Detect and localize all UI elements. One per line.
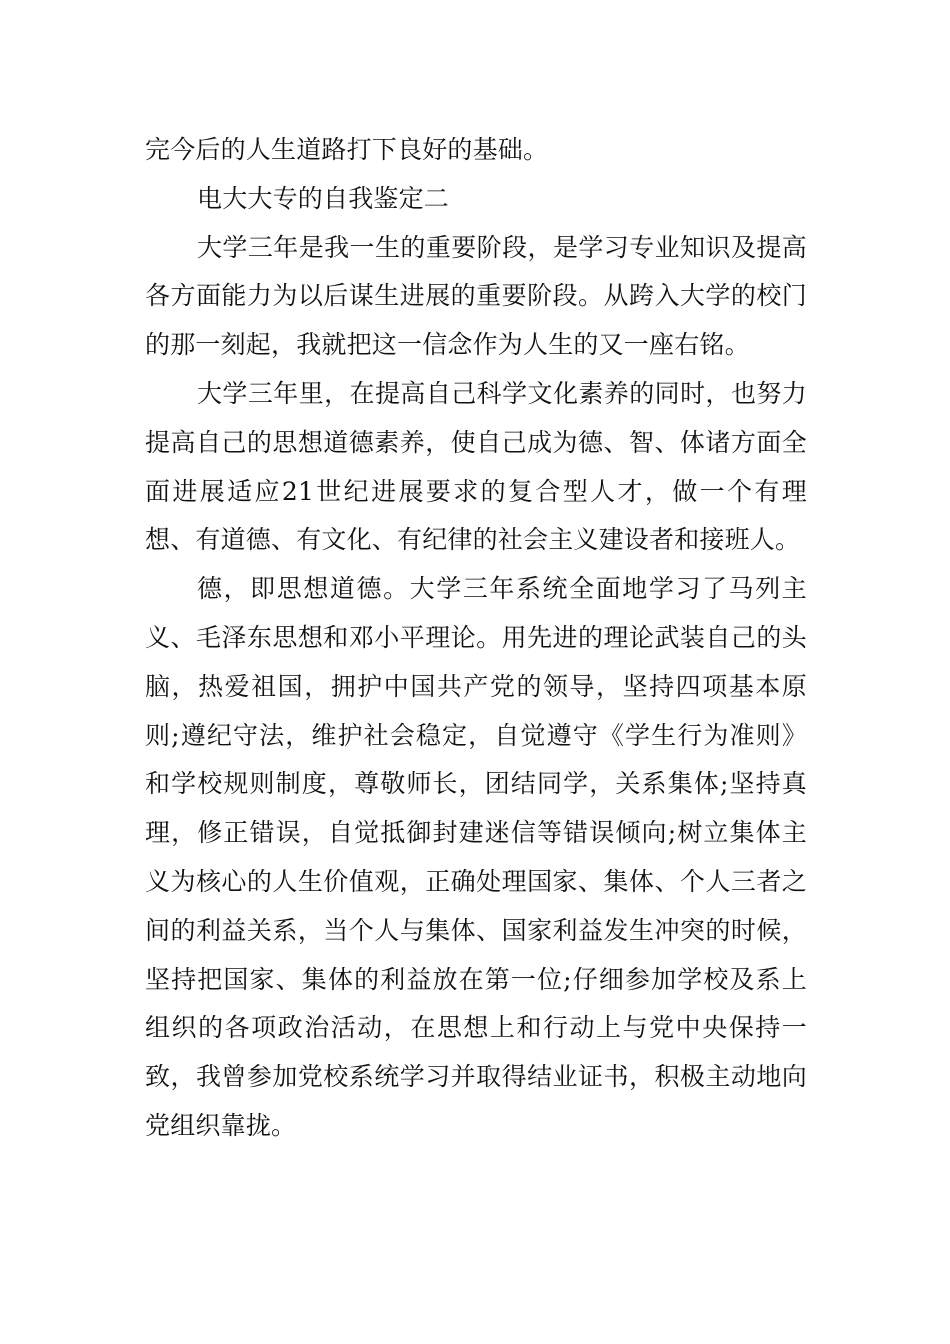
paragraph-moral-character: 德，即思想道德。大学三年系统全面地学习了马列主义、毛泽东思想和邓小平理论。用先进的理论武装自己的头脑，热爱祖国，拥护中国共产党的领导，坚持四项基本原则;遵纪守法，维护社会稳定，自觉遵守《学生行为准则》和学校规则制度，尊敬师长，团结同学，关系集体;坚持真理，修正错误，自觉抵御封建迷信等错误倾向;树立集体主义为核心的人生价值观，正确处理国家、集体、个人三者之间的利益关系，当个人与集体、国家利益发生冲突的时候，坚持把国家、集体的利益放在第一位;仔细参加学校及系上组织的各项政治活动，在思想上和行动上与党中央保持一致，我曾参加党校系统学习并取得结业证书，积极主动地向党组织靠拢。	[145, 574, 807, 1140]
paragraph-continuation: 完今后的人生道路打下良好的基础。	[145, 135, 549, 164]
paragraph-quality-overview: 大学三年里，在提高自己科学文化素养的同时，也努力提高自己的思想道德素养，使自己成为德、智、体诸方面全面进展适应21世纪进展要求的复合型人才，做一个有理想、有道德、有文化、有纪律的社会主义建设者和接班人。	[145, 378, 807, 555]
document-page	[145, 126, 807, 1151]
paragraph-intro: 大学三年是我一生的重要阶段，是学习专业知识及提高各方面能力为以后谋生进展的重要阶段。从跨入大学的校门的那一刻起，我就把这一信念作为人生的又一座右铭。	[145, 232, 807, 360]
section-heading: 电大大专的自我鉴定二	[197, 183, 450, 213]
